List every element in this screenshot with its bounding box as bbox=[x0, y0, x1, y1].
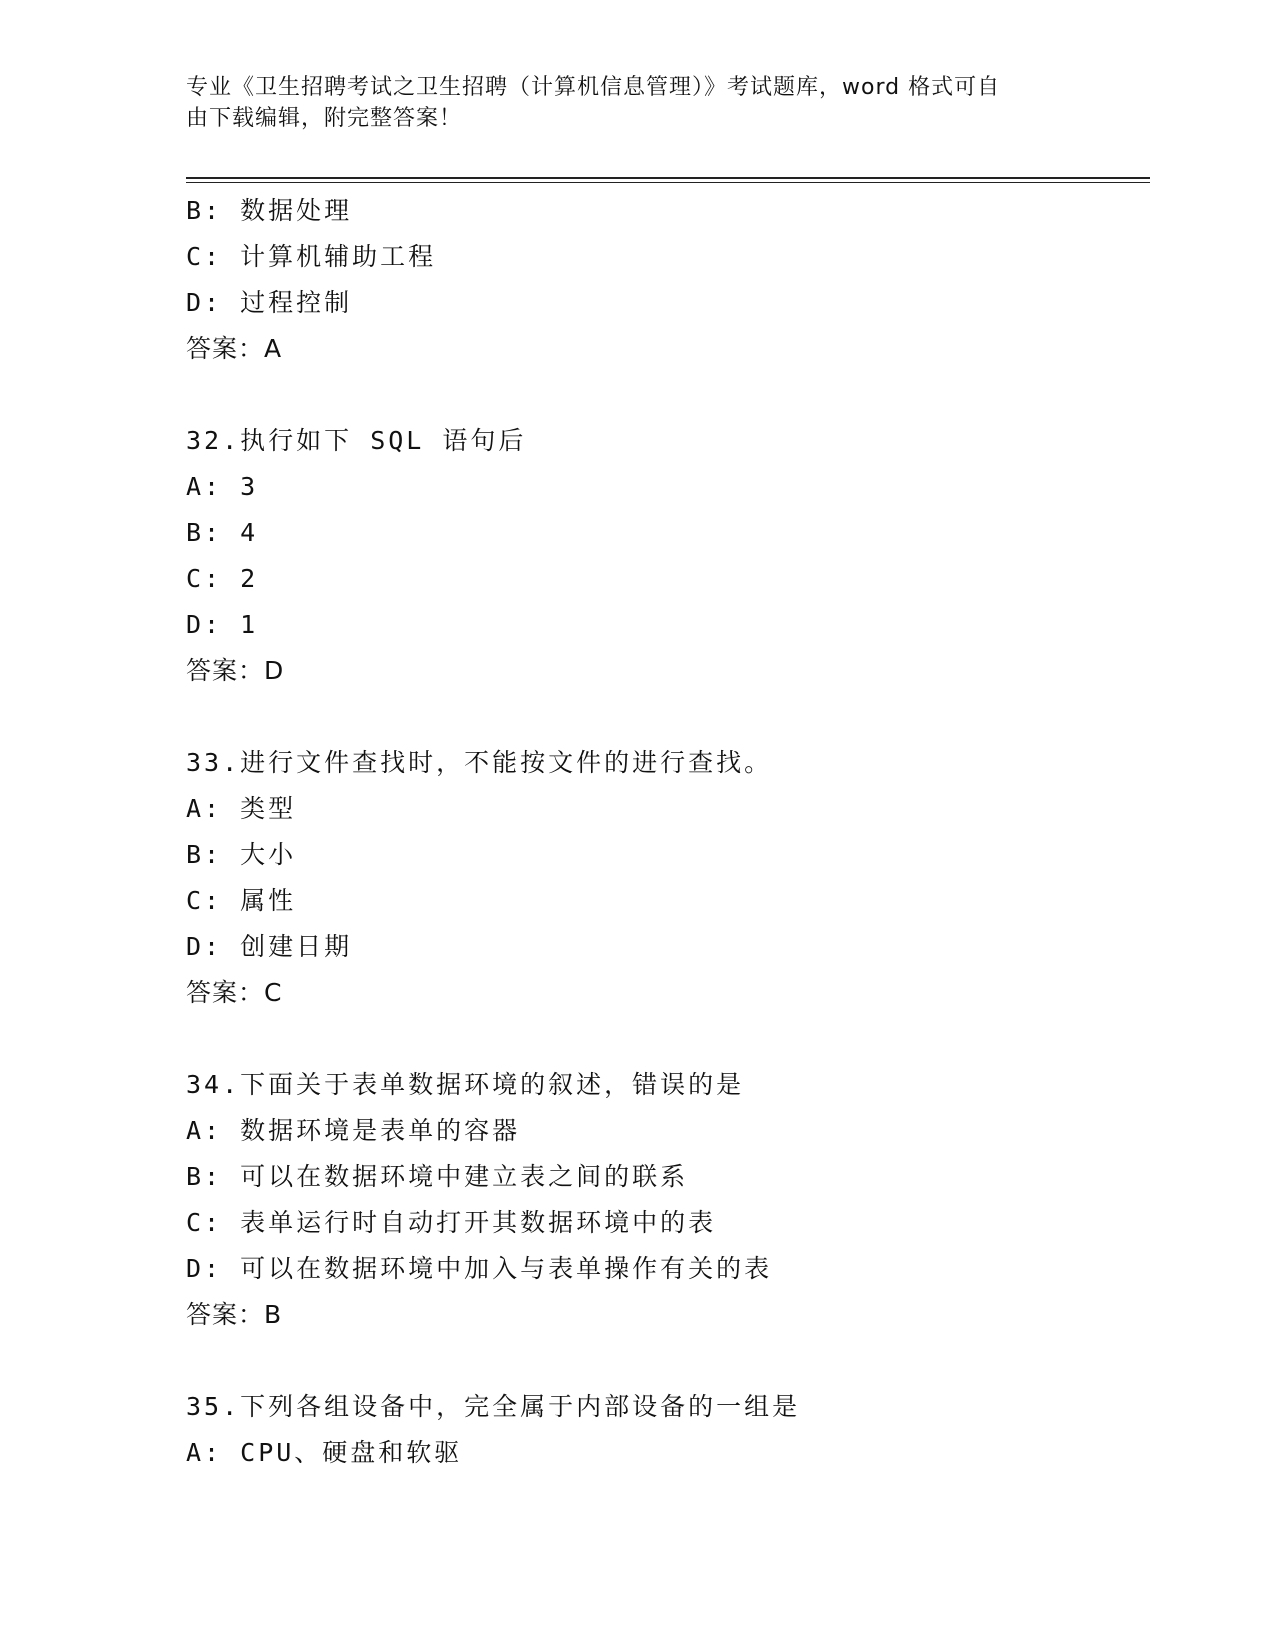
header-divider-thick bbox=[186, 177, 1150, 179]
question-33 bbox=[186, 740, 1150, 1016]
header-divider-thin bbox=[186, 182, 1150, 183]
question-stem: 34.下面关于表单数据环境的叙述，错误的是 bbox=[186, 1070, 745, 1099]
option-a: A: 数据环境是表单的容器 bbox=[186, 1116, 521, 1145]
question-32 bbox=[186, 418, 1150, 694]
option-a: A: CPU、硬盘和软驱 bbox=[186, 1438, 463, 1467]
question-34 bbox=[186, 1062, 1150, 1338]
option-c: C: 表单运行时自动打开其数据环境中的表 bbox=[186, 1208, 717, 1237]
option-a: A: 类型 bbox=[186, 794, 297, 823]
option-d: D: 过程控制 bbox=[186, 288, 353, 317]
document-header bbox=[186, 72, 1066, 134]
option-c: C: 计算机辅助工程 bbox=[186, 242, 437, 271]
answer-line: 答案：A bbox=[186, 334, 283, 363]
answer-line: 答案：C bbox=[186, 978, 283, 1007]
header-line-1: 专业《卫生招聘考试之卫生招聘（计算机信息管理）》考试题库，word 格式可自 bbox=[186, 75, 1001, 100]
option-d: D: 1 bbox=[186, 610, 259, 639]
option-d: D: 可以在数据环境中加入与表单操作有关的表 bbox=[186, 1254, 773, 1283]
question-spacer bbox=[186, 1338, 1150, 1384]
option-c: C: 2 bbox=[186, 564, 259, 593]
option-b: B: 可以在数据环境中建立表之间的联系 bbox=[186, 1162, 689, 1191]
question-spacer bbox=[186, 694, 1150, 740]
question-stem: 32.执行如下 SQL 语句后 bbox=[186, 426, 527, 455]
header-line-2: 由下载编辑，附完整答案！ bbox=[186, 106, 463, 131]
question-stem: 35.下列各组设备中，完全属于内部设备的一组是 bbox=[186, 1392, 801, 1421]
option-a: A: 3 bbox=[186, 472, 259, 501]
question-spacer bbox=[186, 372, 1150, 418]
answer-line: 答案：D bbox=[186, 656, 285, 685]
option-b: B: 4 bbox=[186, 518, 259, 547]
option-b: B: 数据处理 bbox=[186, 196, 353, 225]
option-c: C: 属性 bbox=[186, 886, 297, 915]
question-spacer bbox=[186, 1016, 1150, 1062]
question-31-continued bbox=[186, 188, 1150, 372]
question-list bbox=[186, 188, 1150, 1476]
option-b: B: 大小 bbox=[186, 840, 297, 869]
question-stem: 33.进行文件查找时，不能按文件的进行查找。 bbox=[186, 748, 773, 777]
question-35 bbox=[186, 1384, 1150, 1476]
option-d: D: 创建日期 bbox=[186, 932, 353, 961]
answer-line: 答案：B bbox=[186, 1300, 283, 1329]
